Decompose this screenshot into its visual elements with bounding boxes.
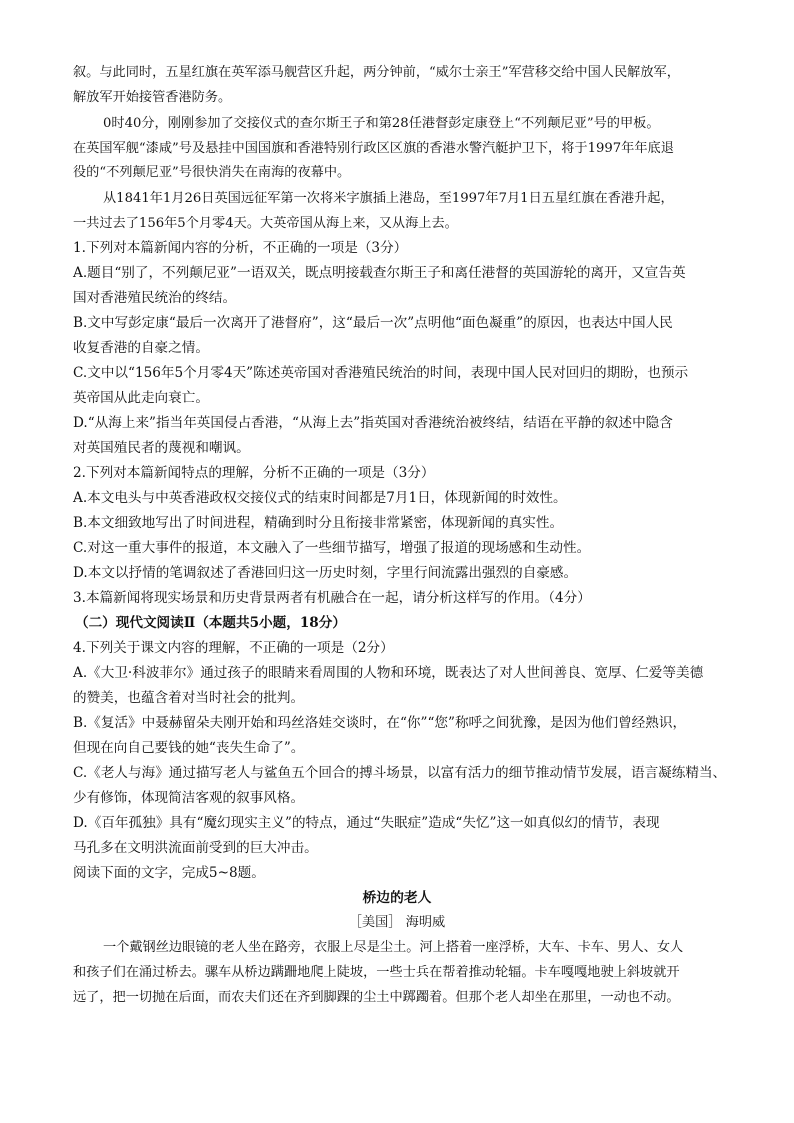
question-line: B.文中写彭定康“最后一次离开了港督府”，这“最后一次”点明他“面色凝重”的原因，也表达中国人民 bbox=[73, 315, 673, 331]
question-line: 的赞美，也蕴含着对当时社会的批判。 bbox=[73, 690, 305, 706]
question-line: A.题目“别了，不列颠尼亚”一语双关，既点明接载查尔斯王子和离任港督的英国游轮的离开，又宣告英 bbox=[73, 265, 686, 281]
question-line: 少有修饰，体现简洁客观的叙事风格。 bbox=[73, 790, 305, 806]
question-line: C.对这一重大事件的报道，本文融入了一些细节描写，增强了报道的现场感和生动性。 bbox=[73, 540, 591, 556]
story-author: ［美国］ 海明威 bbox=[348, 915, 446, 930]
question-line: 国对香港殖民统治的终结。 bbox=[73, 290, 237, 306]
passage-line: 一共过去了156年5个月零4天。大英帝国从海上来，又从海上去。 bbox=[73, 216, 458, 231]
question-line: D.本文以抒情的笔调叙述了香港回归这一历史时刻，字里行间流露出强烈的自豪感。 bbox=[73, 565, 578, 581]
question-line: C.《老人与海》通过描写老人与鲨鱼五个回合的搏斗场景，以富有活力的细节推动情节发展，语言凝练精当、 bbox=[73, 765, 727, 781]
question-line: D.“从海上来”指当年英国侵占香港，“从海上去”指英国对香港统治被终结，结语在平静的叙述中隐含 bbox=[73, 415, 673, 431]
question-line: 马孔多在文明洪流面前受到的巨大冲击。 bbox=[73, 840, 318, 856]
passage-line: 役的“不列颠尼亚”号很快消失在南海的夜幕中。 bbox=[73, 165, 351, 180]
passage-line: 0时40分，刚刚参加了交接仪式的查尔斯王子和第28任港督彭定康登上“不列颠尼亚”号的甲板。 bbox=[103, 116, 660, 131]
question-line: A.《大卫·科波菲尔》通过孩子的眼睛来看周围的人物和环境，既表达了对人世间善良、宽厚、仁爱等美德 bbox=[73, 665, 704, 681]
instruction-line: 阅读下面的文字，完成5~8题。 bbox=[73, 865, 265, 881]
question-line: 但现在向自己要钱的她“丧失生命了”。 bbox=[73, 740, 305, 756]
question-line: B.本文细致地写出了时间进程，精确到时分且衔接非常紧密，体现新闻的真实性。 bbox=[73, 515, 564, 531]
passage-line: 叙。与此同时，五星红旗在英军添马舰营区升起，两分钟前，“威尔士亲王”军营移交给中国人民解放军， bbox=[73, 65, 680, 80]
question-line: A.本文电头与中英香港政权交接仪式的结束时间都是7月1日，体现新闻的时效性。 bbox=[73, 490, 567, 506]
question-line: 收复香港的自豪之情。 bbox=[73, 340, 209, 356]
question-line: 2.下列对本篇新闻特点的理解，分析不正确的一项是（3分） bbox=[73, 465, 435, 481]
question-line: D.《百年孤独》具有“魔幻现实主义”的特点，通过“失眠症”造成“失忆”这一如真似幻的情节，表现 bbox=[73, 815, 660, 831]
story-line: 一个戴钢丝边眼镜的老人坐在路旁，衣服上尽是尘土。河上搭着一座浮桥，大车、卡车、男人、女人 bbox=[103, 940, 684, 955]
story-line: 和孩子们在涌过桥去。骡车从桥边蹒跚地爬上陡坡，一些士兵在帮着推动轮辐。卡车嘎嘎地驶上斜坡就开 bbox=[73, 965, 680, 980]
story-title: 桥边的老人 bbox=[362, 890, 432, 906]
section-heading: （二）现代文阅读Ⅱ（本题共5小题，18分） bbox=[75, 615, 346, 631]
question-line: 1.下列对本篇新闻内容的分析，不正确的一项是（3分） bbox=[73, 240, 408, 256]
passage-line: 解放军开始接管香港防务。 bbox=[73, 90, 232, 105]
question-line: 3.本篇新闻将现实场景和历史背景两者有机融合在一起，请分析这样写的作用。（4分） bbox=[73, 590, 591, 606]
question-line: 英帝国从此走向衰亡。 bbox=[73, 390, 209, 406]
question-line: C.文中以“156年5个月零4天”陈述英帝国对香港殖民统治的时间，表现中国人民对回归的期盼，也预示 bbox=[73, 365, 689, 381]
question-line: B.《复活》中聂赫留朵夫刚开始和玛丝洛娃交谈时，在“你”“您”称呼之间犹豫，是因为他们曾经熟识， bbox=[73, 715, 687, 731]
question-line: 4.下列关于课文内容的理解，不正确的一项是（2分） bbox=[73, 640, 394, 656]
question-line: 对英国殖民者的蔑视和嘲讽。 bbox=[73, 440, 250, 456]
story-line: 远了，把一切抛在后面，而农夫们还在齐到脚踝的尘土中踯躅着。但那个老人却坐在那里，一动也不动。 bbox=[73, 990, 680, 1005]
passage-line: 在英国军舰“漆咸”号及悬挂中国国旗和香港特别行政区区旗的香港水警汽艇护卫下，将于1997年年底退 bbox=[73, 141, 674, 156]
passage-line: 从1841年1月26日英国远征军第一次将米字旗插上港岛，至1997年7月1日五星红旗在香港升起， bbox=[103, 191, 674, 206]
